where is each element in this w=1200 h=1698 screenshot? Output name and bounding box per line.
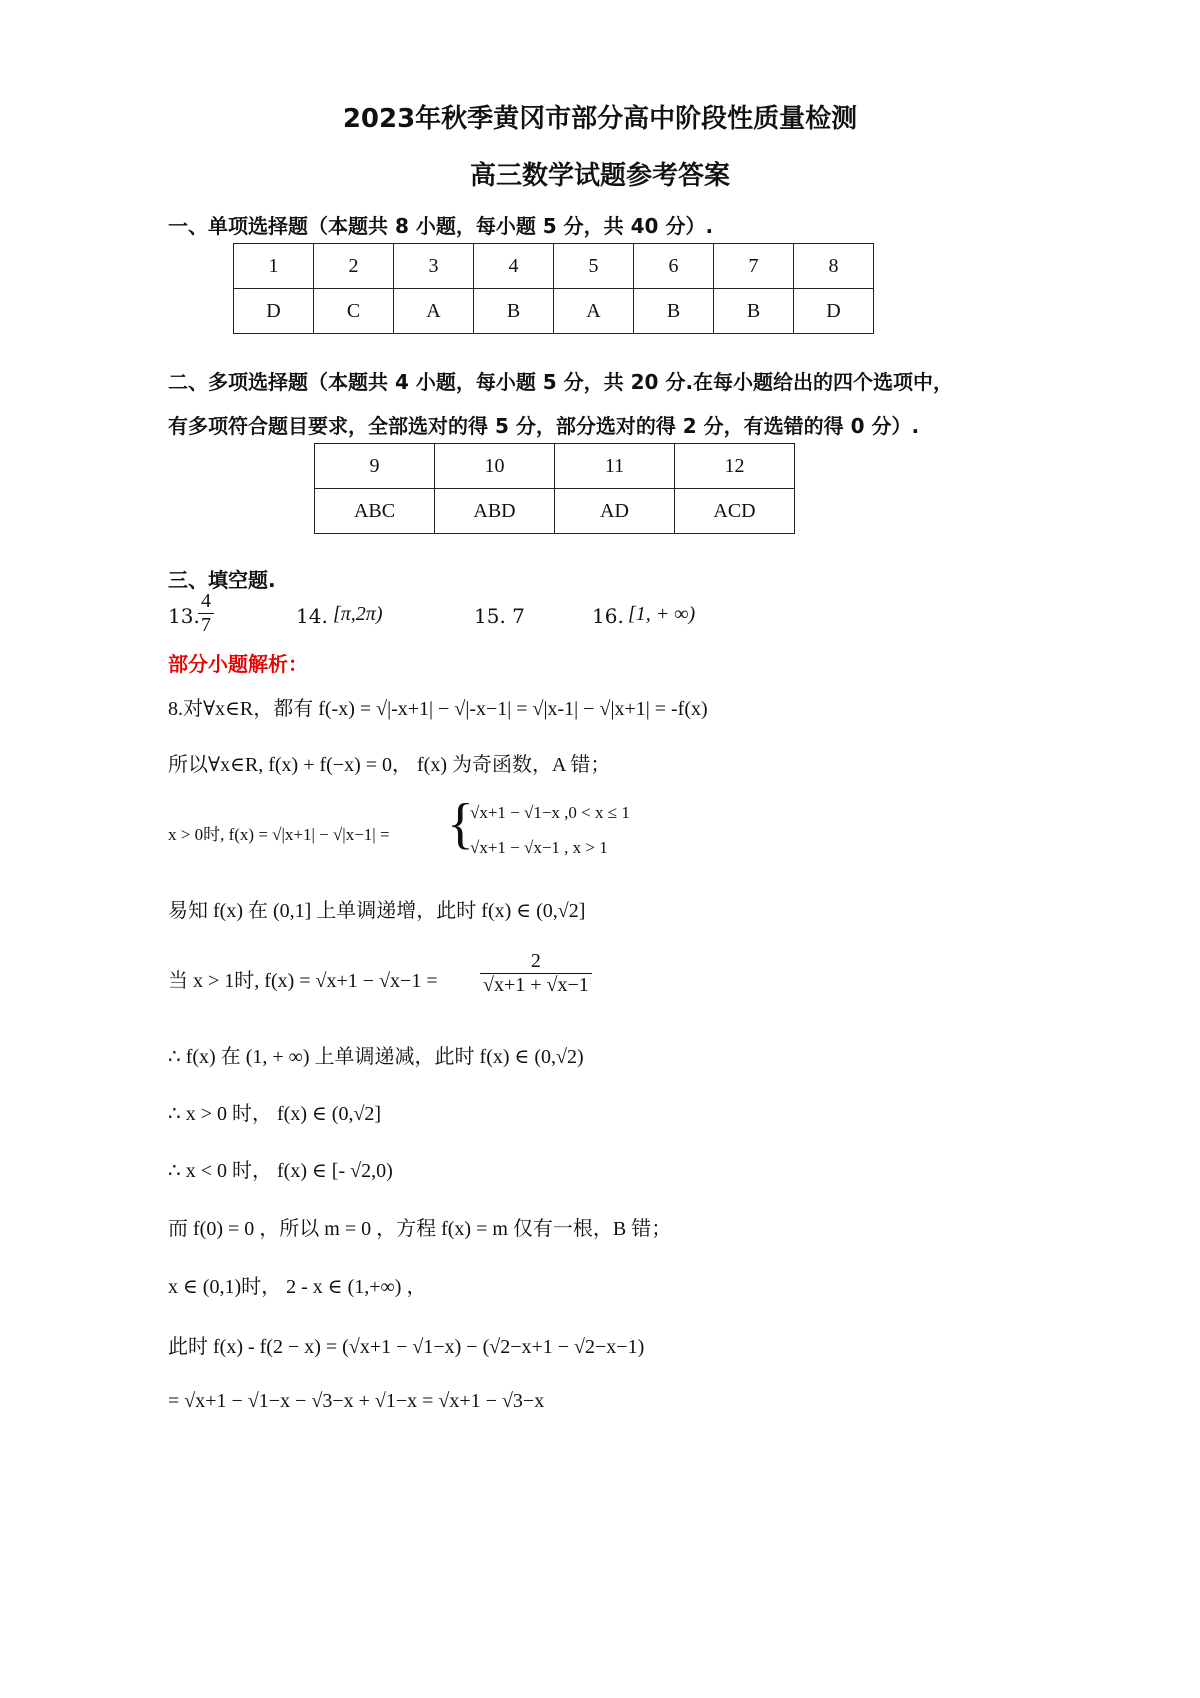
q14-label: 14. <box>296 604 328 628</box>
table-row <box>315 489 795 534</box>
analysis-line-12: = √x+1 − √1−x − √3−x + √1−x = √x+1 − √3−x <box>168 1390 545 1412</box>
piecewise-case-2: √x+1 − √x−1 , x > 1 <box>470 838 608 857</box>
q13-denominator: 7 <box>201 614 211 636</box>
question-number: 7 <box>714 244 794 289</box>
analysis-line-5-lhs: 当 x > 1时, f(x) = √x+1 − √x−1 = <box>168 970 438 992</box>
section1-heading: 一、单项选择题（本题共 8 小题，每小题 5 分，共 40 分）. <box>168 214 714 238</box>
question-number: 9 <box>315 444 435 489</box>
q13-label: 13. <box>168 604 200 628</box>
analysis-line-9: 而 f(0) = 0 ，所以 m = 0 ，方程 f(x) = m 仅有一根，B 错； <box>168 1218 672 1240</box>
analysis-line-5-fraction <box>480 950 592 997</box>
q13-answer <box>198 590 214 637</box>
analysis-line-7: ∴ x > 0 时， f(x) ∈ (0,√2] <box>168 1103 382 1125</box>
document-title: 2023年秋季黄冈市部分高中阶段性质量检测 <box>342 104 858 134</box>
document-subtitle: 高三数学试题参考答案 <box>469 161 730 191</box>
answer-cell: ABC <box>315 489 435 534</box>
answer-cell: B <box>634 289 714 334</box>
question-number: 12 <box>675 444 795 489</box>
multi-choice-answer-table <box>314 443 795 534</box>
answer-cell: A <box>394 289 474 334</box>
q14-answer: [π,2π) <box>333 603 383 625</box>
question-number: 3 <box>394 244 474 289</box>
question-number: 2 <box>314 244 394 289</box>
answer-cell: D <box>234 289 314 334</box>
answer-cell: B <box>474 289 554 334</box>
q15-answer: 15. 7 <box>474 604 525 628</box>
fraction-denominator: √x+1 + √x−1 <box>483 974 589 996</box>
question-number: 4 <box>474 244 554 289</box>
q16-answer: [1, + ∞) <box>628 603 696 625</box>
question-number: 10 <box>435 444 555 489</box>
analysis-line-1: 8.对∀x∈R，都有 f(-x) = √|-x+1| − √|-x−1| = √|x-1| − √|x+1| = -f(x) <box>168 698 708 720</box>
analysis-line-3-lhs: x > 0时, f(x) = √|x+1| − √|x−1| = <box>168 825 390 844</box>
analysis-heading: 部分小题解析： <box>168 652 308 676</box>
table-row <box>315 444 795 489</box>
question-number: 8 <box>794 244 874 289</box>
single-choice-answer-table <box>233 243 874 334</box>
analysis-line-8: ∴ x < 0 时， f(x) ∈ [- √2,0) <box>168 1160 393 1182</box>
analysis-line-6: ∴ f(x) 在 (1, + ∞) 上单调递减，此时 f(x) ∈ (0,√2) <box>168 1046 584 1068</box>
answer-cell: C <box>314 289 394 334</box>
section3-heading: 三、填空题. <box>168 568 276 592</box>
answer-cell: A <box>554 289 634 334</box>
section2-heading-line2: 有多项符合题目要求，全部选对的得 5 分，部分选对的得 2 分，有选错的得 0 分）. <box>168 414 920 438</box>
piecewise-brace: { <box>447 793 474 855</box>
table-row <box>234 244 874 289</box>
answer-cell: D <box>794 289 874 334</box>
section2-heading-line1: 二、多项选择题（本题共 4 小题，每小题 5 分，共 20 分.在每小题给出的四个选项中， <box>168 370 954 394</box>
q16-label: 16. <box>592 604 624 628</box>
piecewise-case-1: √x+1 − √1−x ,0 < x ≤ 1 <box>470 803 630 822</box>
analysis-line-11: 此时 f(x) - f(2 − x) = (√x+1 − √1−x) − (√2−x+1 − √2−x−1) <box>168 1336 645 1358</box>
answer-cell: B <box>714 289 794 334</box>
fraction-numerator: 2 <box>480 950 592 974</box>
q13-numerator: 4 <box>198 590 214 614</box>
question-number: 6 <box>634 244 714 289</box>
analysis-line-10: x ∈ (0,1)时， 2 - x ∈ (1,+∞) ， <box>168 1276 427 1298</box>
analysis-line-4: 易知 f(x) 在 (0,1] 上单调递增，此时 f(x) ∈ (0,√2] <box>168 900 586 922</box>
answer-cell: ACD <box>675 489 795 534</box>
question-number: 1 <box>234 244 314 289</box>
answer-cell: ABD <box>435 489 555 534</box>
question-number: 11 <box>555 444 675 489</box>
analysis-line-2: 所以∀x∈R, f(x) + f(−x) = 0， f(x) 为奇函数，A 错； <box>168 754 611 776</box>
answer-cell: AD <box>555 489 675 534</box>
question-number: 5 <box>554 244 634 289</box>
table-row <box>234 289 874 334</box>
